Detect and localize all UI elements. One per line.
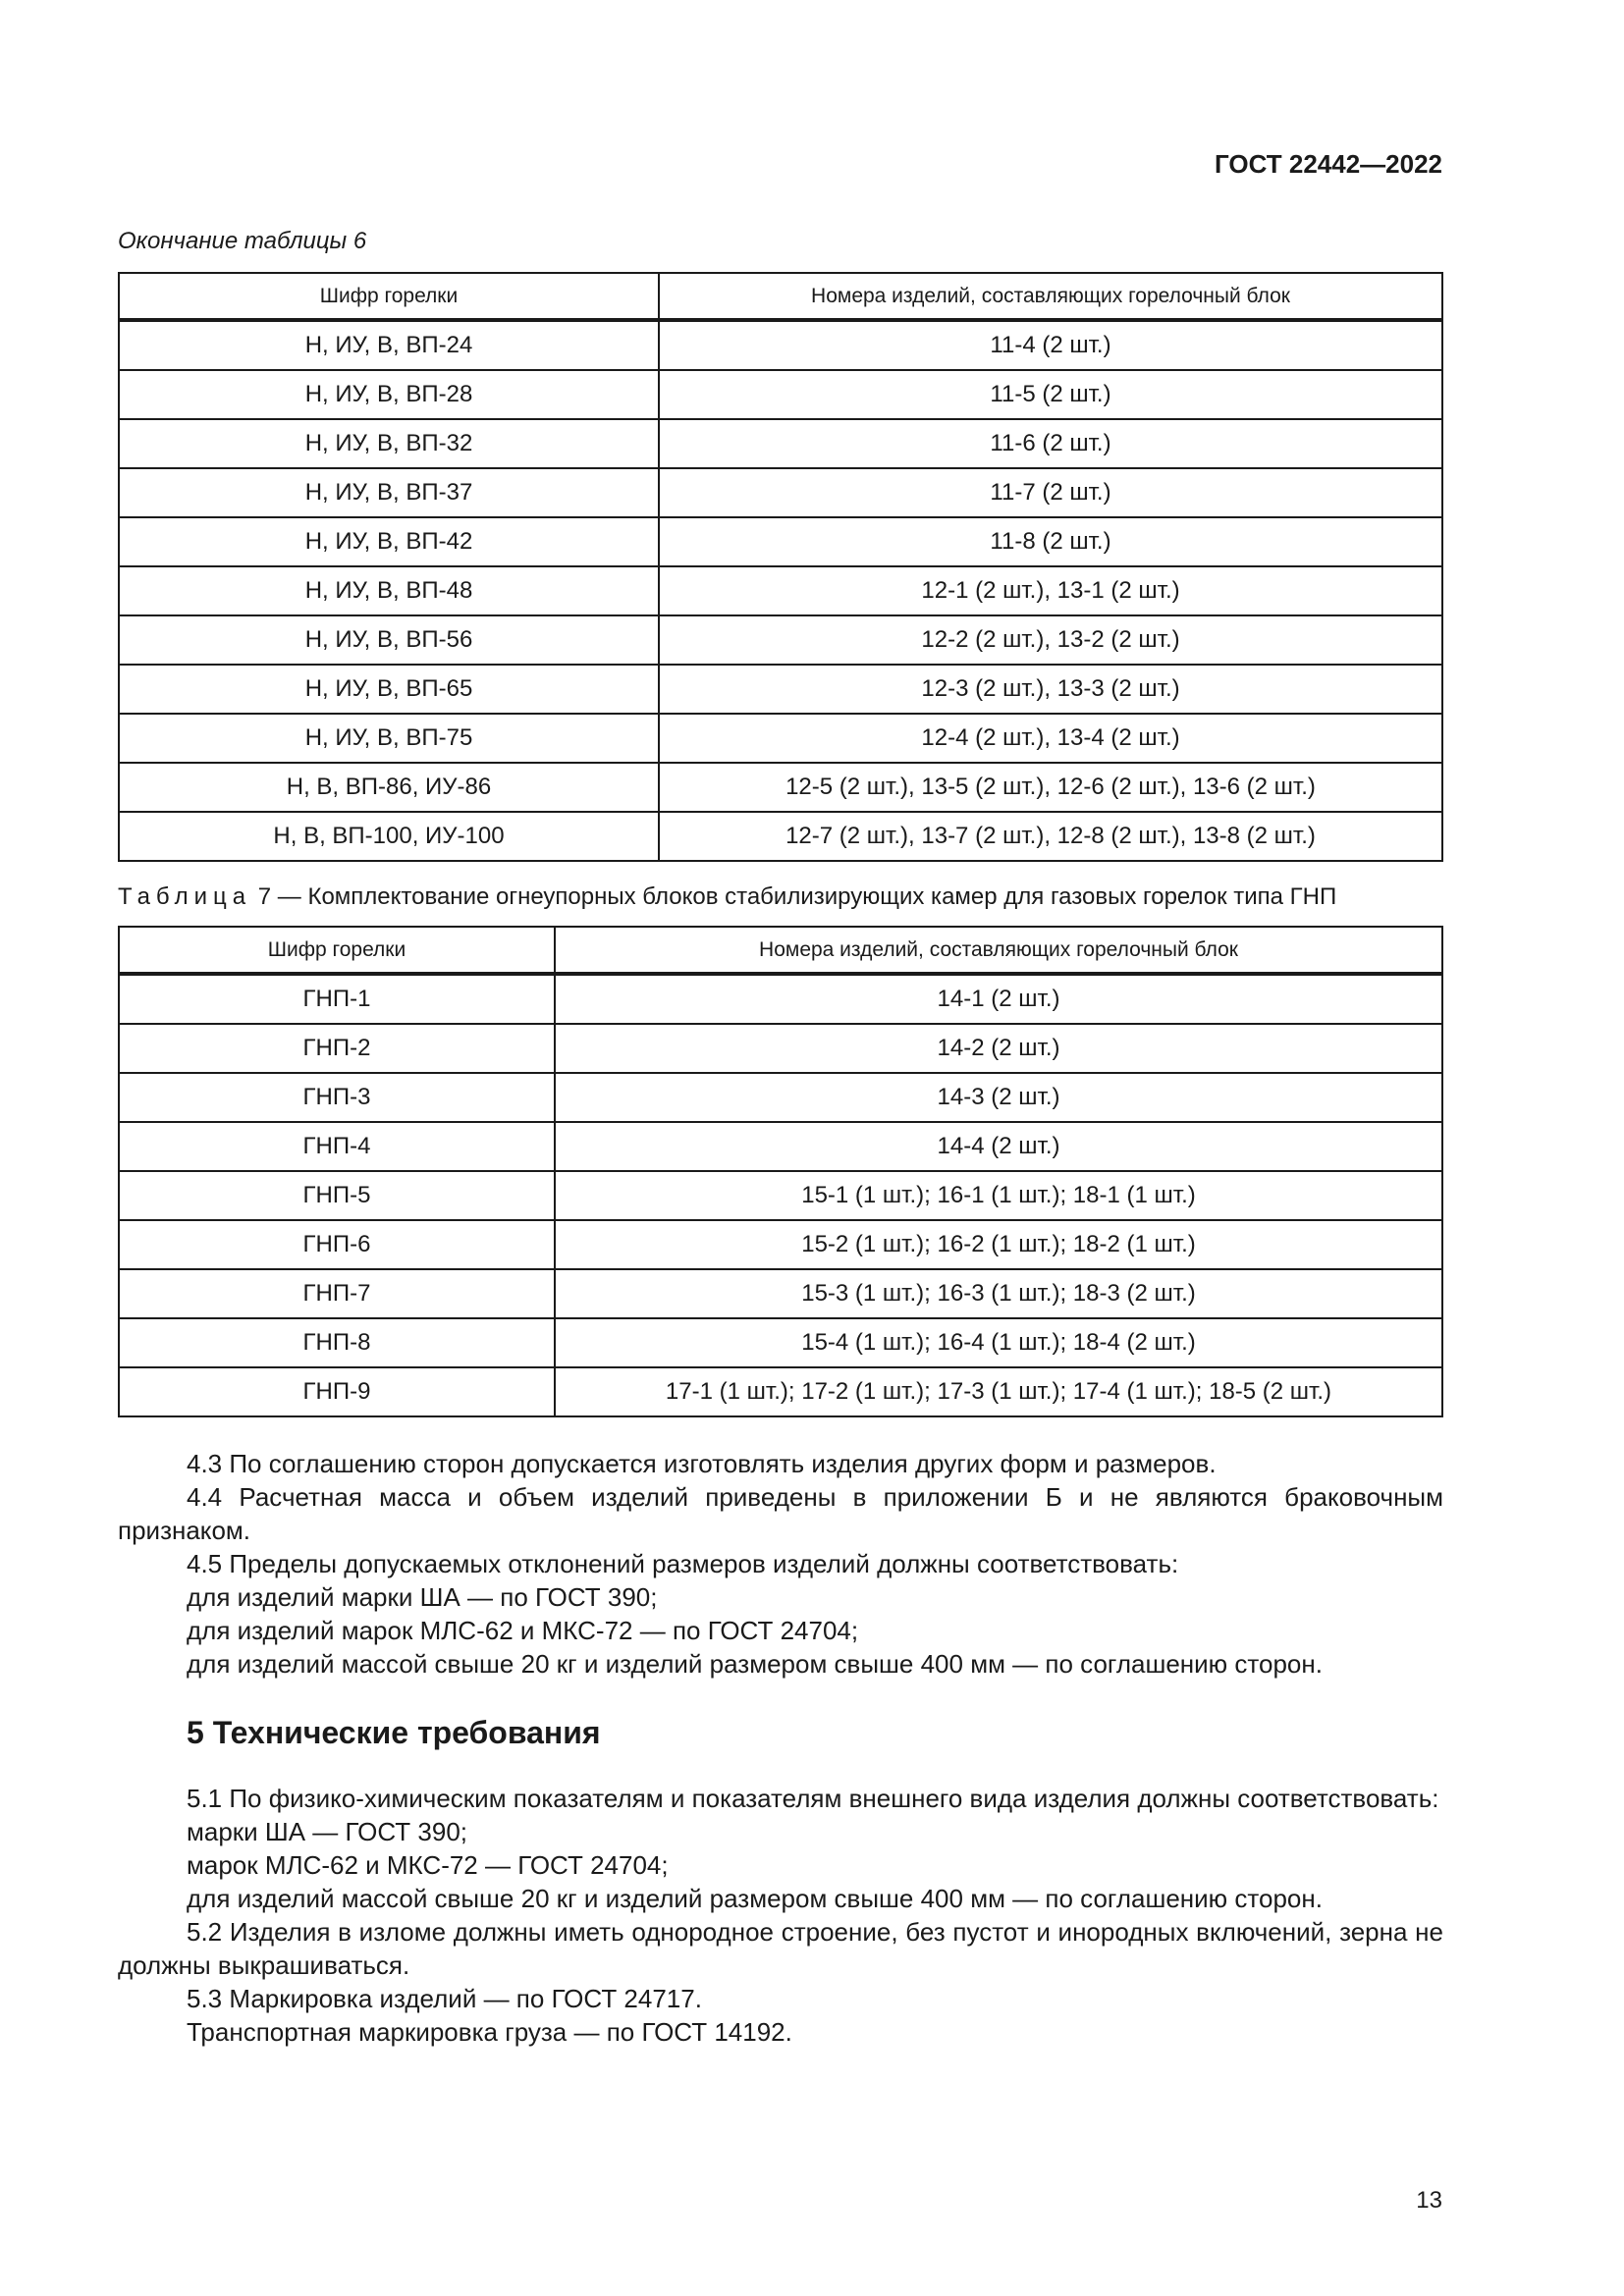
burner-code-cell: ГНП-3 bbox=[119, 1073, 555, 1122]
table7-title bbox=[118, 883, 1336, 911]
list-item: для изделий марок МЛС-62 и МКС-72 — по ГОСТ 24704; bbox=[187, 1616, 859, 1645]
item-numbers-cell: 12-5 (2 шт.), 13-5 (2 шт.), 12-6 (2 шт.), 13-6 (2 шт.) bbox=[659, 763, 1442, 812]
burner-code-cell: ГНП-8 bbox=[119, 1318, 555, 1367]
table-row bbox=[119, 1073, 1442, 1122]
item-numbers-cell: 14-4 (2 шт.) bbox=[555, 1122, 1442, 1171]
table-row bbox=[119, 812, 1442, 861]
burner-code-cell: Н, В, ВП-86, ИУ-86 bbox=[119, 763, 659, 812]
paragraph-4-5: 4.5 Пределы допускаемых отклонений размеров изделий должны соответствовать: bbox=[187, 1549, 1179, 1578]
table7-label: Таблица bbox=[118, 883, 252, 910]
column-header: Номера изделий, составляющих горелочный блок bbox=[555, 927, 1442, 974]
paragraph-4-3: 4.3 По соглашению сторон допускается изготовлять изделия других форм и размеров. bbox=[187, 1449, 1217, 1478]
item-numbers-cell: 14-3 (2 шт.) bbox=[555, 1073, 1442, 1122]
burner-code-cell: Н, ИУ, В, ВП-24 bbox=[119, 320, 659, 370]
item-numbers-cell: 15-2 (1 шт.); 16-2 (1 шт.); 18-2 (1 шт.) bbox=[555, 1220, 1442, 1269]
table-header-row bbox=[119, 927, 1442, 974]
item-numbers-cell: 12-3 (2 шт.), 13-3 (2 шт.) bbox=[659, 665, 1442, 714]
table-row bbox=[119, 974, 1442, 1024]
burner-code-cell: Н, ИУ, В, ВП-75 bbox=[119, 714, 659, 763]
item-numbers-cell: 11-5 (2 шт.) bbox=[659, 370, 1442, 419]
paragraph-5-1: 5.1 По физико-химическим показателям и показателям внешнего вида изделия должны соответствовать: bbox=[187, 1784, 1439, 1813]
item-numbers-cell: 11-8 (2 шт.) bbox=[659, 517, 1442, 566]
table-row bbox=[119, 1122, 1442, 1171]
burner-code-cell: ГНП-4 bbox=[119, 1122, 555, 1171]
burner-code-cell: Н, В, ВП-100, ИУ-100 bbox=[119, 812, 659, 861]
column-header: Номера изделий, составляющих горелочный блок bbox=[659, 273, 1442, 320]
item-numbers-cell: 14-2 (2 шт.) bbox=[555, 1024, 1442, 1073]
table-row bbox=[119, 1318, 1442, 1367]
table-row bbox=[119, 320, 1442, 370]
item-numbers-cell: 15-1 (1 шт.); 16-1 (1 шт.); 18-1 (1 шт.) bbox=[555, 1171, 1442, 1220]
table-row bbox=[119, 763, 1442, 812]
list-item: марки ША — ГОСТ 390; bbox=[187, 1817, 467, 1846]
table-row bbox=[119, 370, 1442, 419]
table-row bbox=[119, 714, 1442, 763]
item-numbers-cell: 11-4 (2 шт.) bbox=[659, 320, 1442, 370]
list-item: для изделий массой свыше 20 кг и изделий размером свыше 400 мм — по соглашению сторон. bbox=[187, 1649, 1323, 1679]
table-row bbox=[119, 517, 1442, 566]
column-header: Шифр горелки bbox=[119, 927, 555, 974]
table-header-row bbox=[119, 273, 1442, 320]
section-5-text bbox=[118, 1782, 1443, 2049]
item-numbers-cell: 11-6 (2 шт.) bbox=[659, 419, 1442, 468]
item-numbers-cell: 15-4 (1 шт.); 16-4 (1 шт.); 18-4 (2 шт.) bbox=[555, 1318, 1442, 1367]
item-numbers-cell: 12-7 (2 шт.), 13-7 (2 шт.), 12-8 (2 шт.), 13-8 (2 шт.) bbox=[659, 812, 1442, 861]
burner-code-cell: ГНП-2 bbox=[119, 1024, 555, 1073]
paragraph-4-4: 4.4 Расчетная масса и объем изделий приведены в приложении Б и не являются браковочным признаком. bbox=[118, 1482, 1443, 1545]
burner-code-cell: ГНП-5 bbox=[119, 1171, 555, 1220]
burner-code-cell: Н, ИУ, В, ВП-32 bbox=[119, 419, 659, 468]
item-numbers-cell: 15-3 (1 шт.); 16-3 (1 шт.); 18-3 (2 шт.) bbox=[555, 1269, 1442, 1318]
table-row bbox=[119, 1220, 1442, 1269]
burner-code-cell: Н, ИУ, В, ВП-37 bbox=[119, 468, 659, 517]
item-numbers-cell: 14-1 (2 шт.) bbox=[555, 974, 1442, 1024]
burner-code-cell: Н, ИУ, В, ВП-56 bbox=[119, 615, 659, 665]
table-6 bbox=[118, 272, 1443, 862]
list-item: марок МЛС-62 и МКС-72 — ГОСТ 24704; bbox=[187, 1850, 669, 1880]
item-numbers-cell: 12-2 (2 шт.), 13-2 (2 шт.) bbox=[659, 615, 1442, 665]
burner-code-cell: Н, ИУ, В, ВП-65 bbox=[119, 665, 659, 714]
page-number: 13 bbox=[1416, 2187, 1442, 2214]
table-row bbox=[119, 615, 1442, 665]
item-numbers-cell: 11-7 (2 шт.) bbox=[659, 468, 1442, 517]
table6-caption: Окончание таблицы 6 bbox=[118, 228, 367, 254]
table-row bbox=[119, 665, 1442, 714]
paragraph-5-3-transport: Транспортная маркировка груза — по ГОСТ 14192. bbox=[187, 2017, 792, 2047]
table-row bbox=[119, 1024, 1442, 1073]
table-row bbox=[119, 1269, 1442, 1318]
burner-code-cell: ГНП-6 bbox=[119, 1220, 555, 1269]
section-5-heading: 5 Технические требования bbox=[187, 1715, 601, 1750]
list-item: для изделий марки ША — по ГОСТ 390; bbox=[187, 1582, 658, 1612]
table-row bbox=[119, 566, 1442, 615]
table-row bbox=[119, 1367, 1442, 1416]
table-7 bbox=[118, 926, 1443, 1417]
burner-code-cell: ГНП-9 bbox=[119, 1367, 555, 1416]
table-row bbox=[119, 1171, 1442, 1220]
document-id: ГОСТ 22442—2022 bbox=[1215, 149, 1442, 179]
column-header: Шифр горелки bbox=[119, 273, 659, 320]
item-numbers-cell: 17-1 (1 шт.); 17-2 (1 шт.); 17-3 (1 шт.); 17-4 (1 шт.); 18-5 (2 шт.) bbox=[555, 1367, 1442, 1416]
burner-code-cell: Н, ИУ, В, ВП-42 bbox=[119, 517, 659, 566]
burner-code-cell: Н, ИУ, В, ВП-28 bbox=[119, 370, 659, 419]
paragraph-5-2: 5.2 Изделия в изломе должны иметь однородное строение, без пустот и инородных включений, зерна не должны выкрашиваться. bbox=[118, 1917, 1443, 1980]
table7-title-text: 7 — Комплектование огнеупорных блоков стабилизирующих камер для газовых горелок типа ГНП bbox=[257, 883, 1337, 910]
burner-code-cell: ГНП-7 bbox=[119, 1269, 555, 1318]
burner-code-cell: ГНП-1 bbox=[119, 974, 555, 1024]
item-numbers-cell: 12-4 (2 шт.), 13-4 (2 шт.) bbox=[659, 714, 1442, 763]
table-row bbox=[119, 419, 1442, 468]
table-row bbox=[119, 468, 1442, 517]
list-item: для изделий массой свыше 20 кг и изделий размером свыше 400 мм — по соглашению сторон. bbox=[187, 1884, 1323, 1913]
paragraph-5-3: 5.3 Маркировка изделий — по ГОСТ 24717. bbox=[187, 1984, 702, 2013]
burner-code-cell: Н, ИУ, В, ВП-48 bbox=[119, 566, 659, 615]
section-4-text bbox=[118, 1447, 1443, 1681]
item-numbers-cell: 12-1 (2 шт.), 13-1 (2 шт.) bbox=[659, 566, 1442, 615]
